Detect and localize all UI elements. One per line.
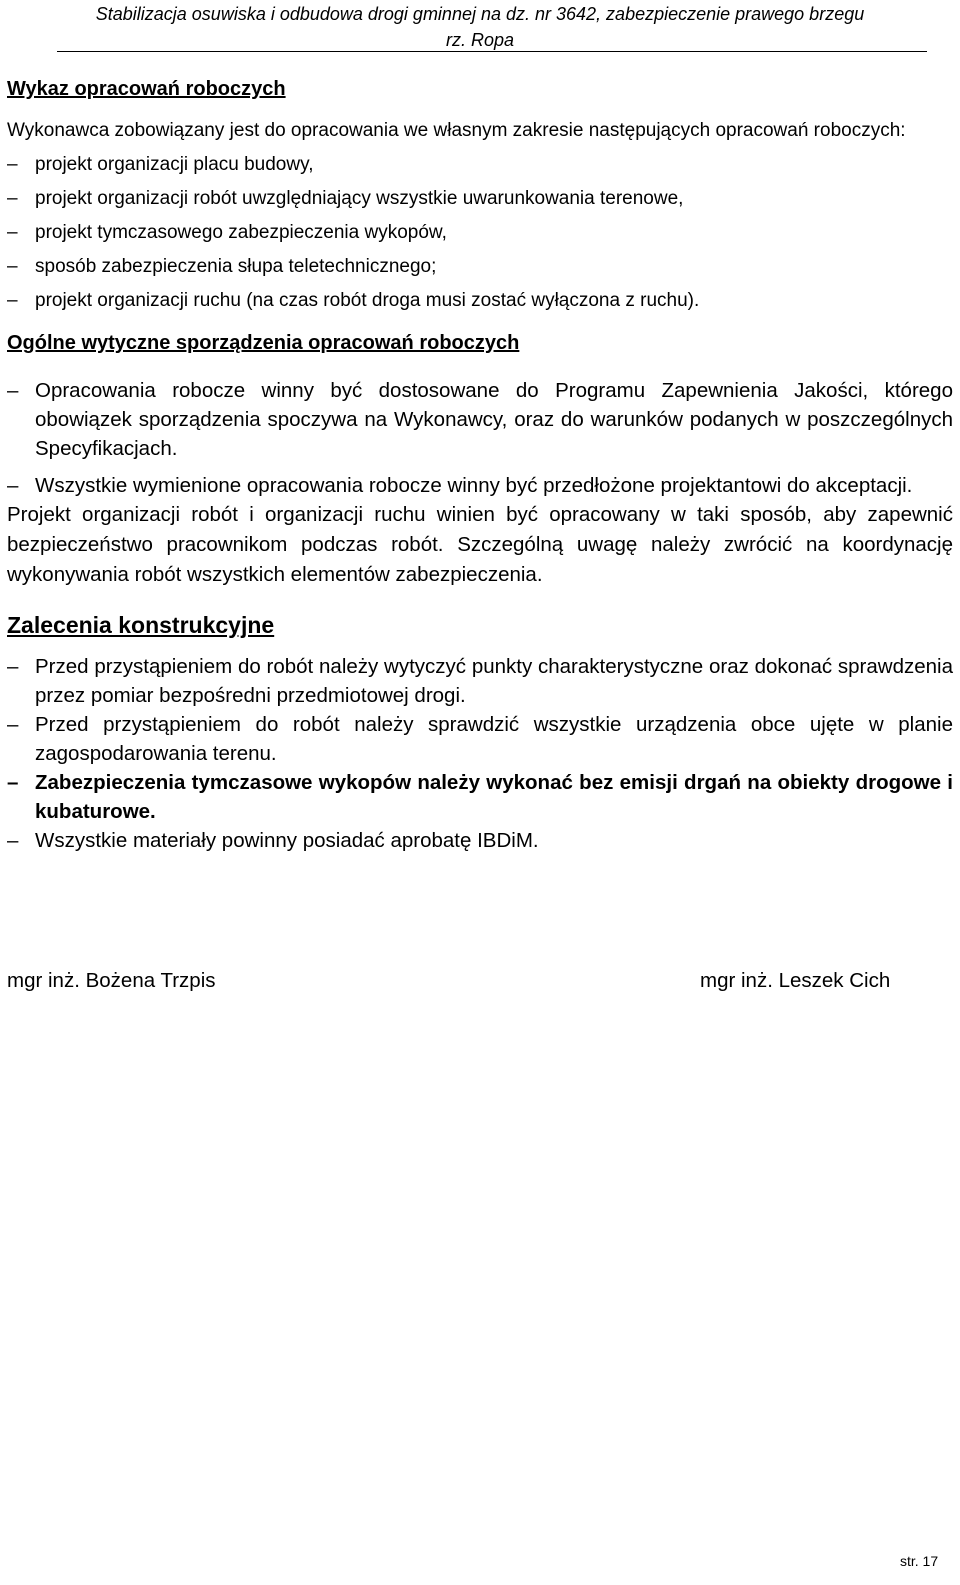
dash-bullet: – [7,474,19,497]
list-item: – projekt organizacji ruchu (na czas robót droga musi zostać wyłączona z ruchu). [7,284,953,318]
dash-bullet: – [7,154,18,175]
dash-bullet: – [7,829,19,852]
header-title-line-1: Stabilizacja osuwiska i odbudowa drogi gminnej na dz. nr 3642, zabezpieczenie prawego brzegu [95,4,865,24]
list-item: – Przed przystąpieniem do robót należy sprawdzić wszystkie urządzenia obce ujęte w planie zagospodarowania terenu. [7,710,953,768]
list-item-bold: – Zabezpieczenia tymczasowe wykopów należy wykonać bez emisji drgań na obiekty drogowe i kubaturowe. [7,768,953,826]
dash-bullet: – [7,713,19,736]
header-title-line-2: rz. Ropa [445,30,515,50]
section-intro: Wykonawca zobowiązany jest do opracowania we własnym zakresie następujących opracowań roboczych: [7,120,906,141]
list-item: – Wszystkie materiały powinny posiadać aprobatę IBDiM. [7,826,953,855]
recommendations-list [7,652,953,855]
document-body [7,72,953,855]
page-number: str. 17 [900,1553,939,1569]
page-header [0,0,960,52]
section-heading-general-guidelines: Ogólne wytyczne sporządzenia opracowań roboczych [7,332,520,354]
dash-bullet: – [7,290,18,311]
header-rule [57,51,927,52]
section-heading-construction-recommendations: Zalecenia konstrukcyjne [7,612,275,638]
list-item: – Opracowania robocze winny być dostosowane do Programu Zapewnienia Jakości, którego obowiązek sporządzenia spoczywa na Wykonawcy, oraz do warunków podanych w poszczególnych Specyfikacjach. [7,376,953,463]
dash-bullet: – [7,655,19,678]
guidelines-list [7,376,953,500]
signature-left: mgr inż. Bożena Trzpis [7,969,216,992]
dash-bullet: – [7,222,18,243]
section-heading-work-drafts: Wykaz opracowań roboczych [7,78,286,100]
list-item: – Wszystkie wymienione opracowania robocze winny być przedłożone projektantowi do akceptacji. [7,471,953,500]
signature-right: mgr inż. Leszek Cich [700,969,891,992]
list-item: – projekt organizacji robót uwzględniający wszystkie uwarunkowania terenowe, [7,182,953,216]
dash-bullet: – [7,188,18,209]
list-item: – sposób zabezpieczenia słupa teletechnicznego; [7,250,953,284]
dash-bullet: – [7,256,18,277]
list-item: – projekt organizacji placu budowy, [7,148,953,182]
work-drafts-list [7,148,953,318]
dash-bullet: – [7,379,19,402]
guidelines-paragraph: Projekt organizacji robót i organizacji ruchu winien być opracowany w taki sposób, aby zapewnić bezpieczeństwo pracownikom podczas robót. Szczególną uwagę należy zwrócić na koordynację wykonywania robót wszystkich elementów zabezpieczenia. [7,503,953,586]
list-item: – projekt tymczasowego zabezpieczenia wykopów, [7,216,953,250]
list-item: – Przed przystąpieniem do robót należy wytyczyć punkty charakterystyczne oraz dokonać sprawdzenia przez pomiar bezpośredni przedmiotowej drogi. [7,652,953,710]
dash-bullet: – [7,771,19,794]
